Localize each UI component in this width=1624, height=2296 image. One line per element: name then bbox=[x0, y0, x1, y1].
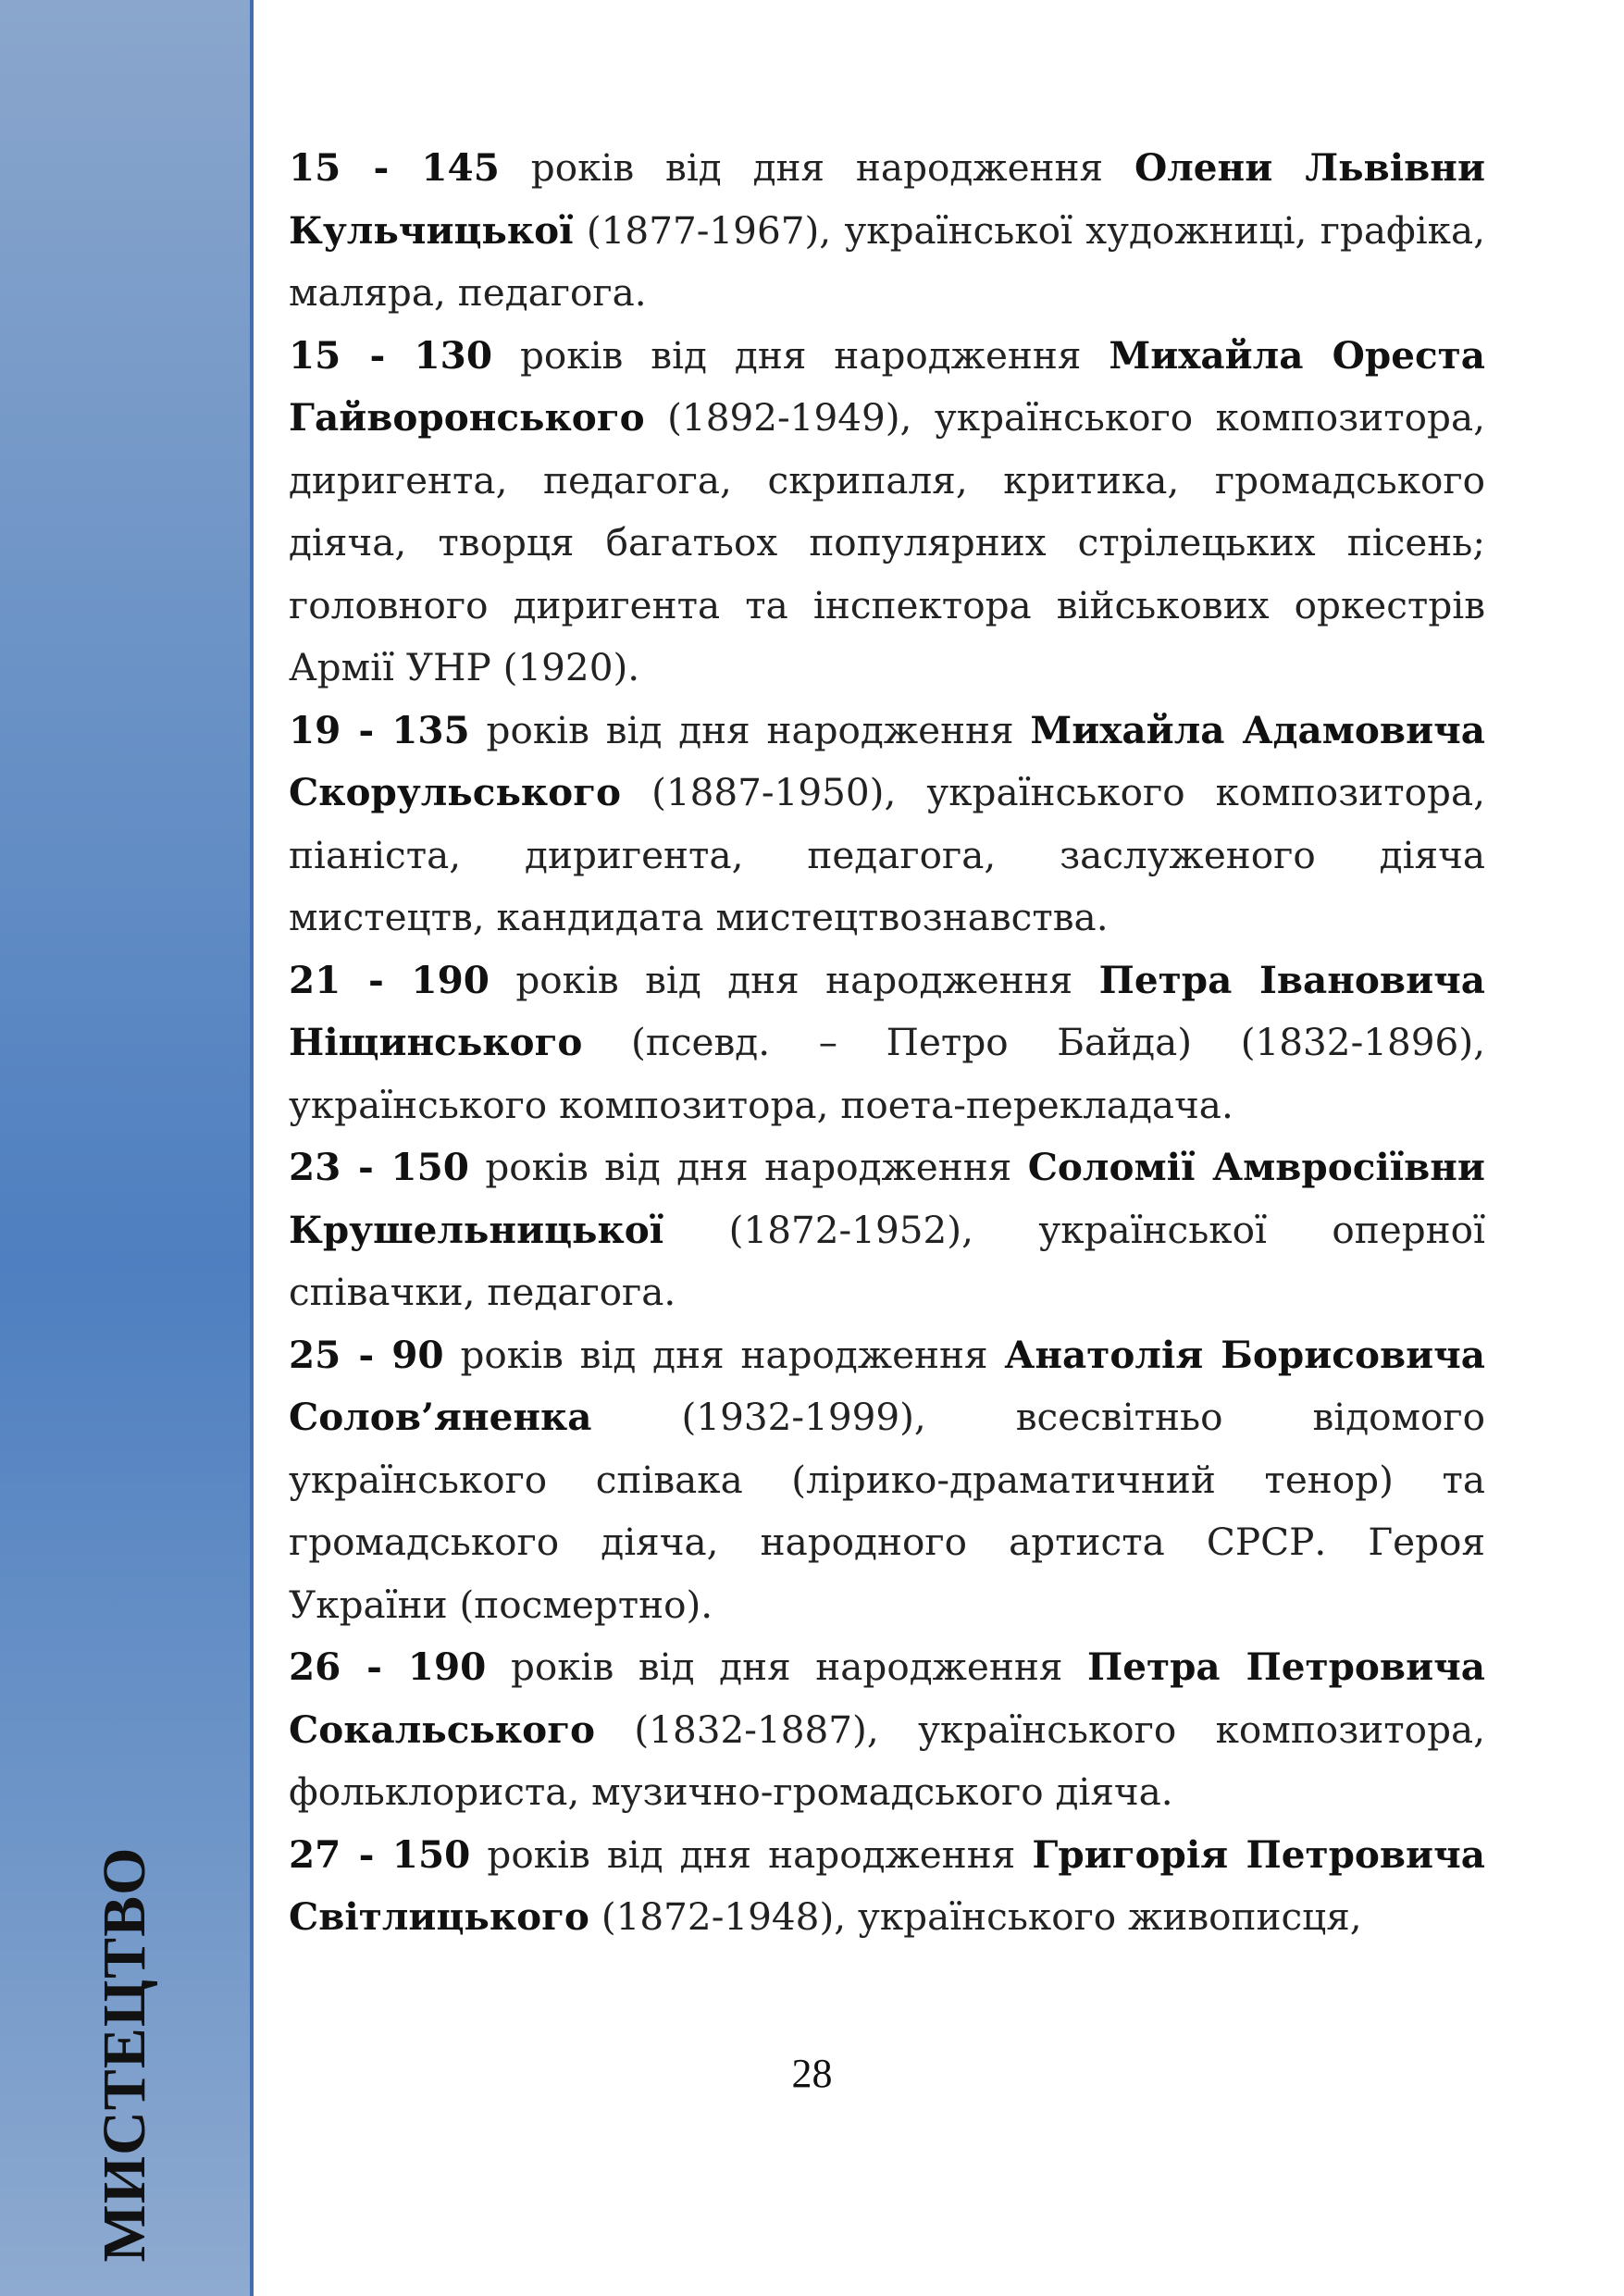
entry-phrase: років від дня народження bbox=[487, 1831, 1016, 1877]
entry-name: Соломії Амвросіївни Крушельницької bbox=[289, 1145, 1485, 1252]
entry-description: (псевд. – Петро Байда) (1832-1896), українського композитора, поета-перекладача. bbox=[289, 1020, 1485, 1127]
entry-phrase: років від дня народження bbox=[530, 145, 1104, 190]
entry-name: Петра Петровича Сокальського bbox=[289, 1644, 1485, 1752]
entry-phrase: років від дня народження bbox=[519, 332, 1082, 378]
entry-name: Михайла Ореста Гайворонського bbox=[289, 332, 1486, 440]
anniversary-entry bbox=[289, 137, 1485, 325]
anniversary-list bbox=[289, 137, 1485, 1949]
entry-phrase: років від дня народження bbox=[485, 1145, 1012, 1189]
entry-name: Михайла Адамовича Скорульського bbox=[289, 707, 1485, 814]
entry-phrase: років від дня народження bbox=[460, 1332, 988, 1377]
anniversary-entry bbox=[289, 1136, 1485, 1324]
anniversary-entry bbox=[289, 1636, 1485, 1824]
anniversary-entry bbox=[289, 1324, 1485, 1637]
anniversary-entry bbox=[289, 325, 1485, 700]
entry-description: (1887-1950), українського композитора, піаніста, диригента, педагога, заслуженого діяча мистецтв, кандидата мистецтвознавства. bbox=[289, 770, 1485, 939]
anniversary-entry bbox=[289, 949, 1485, 1137]
entry-phrase: років від дня народження bbox=[486, 707, 1014, 752]
entry-description: (1872-1952), української оперної співачки, педагога. bbox=[289, 1207, 1486, 1314]
entry-date: 15 - 145 bbox=[289, 145, 500, 190]
side-banner bbox=[0, 0, 254, 2296]
entry-phrase: років від дня народження bbox=[515, 957, 1073, 1002]
entry-name: Олени Львівни Кульчицької bbox=[289, 145, 1485, 253]
entry-date: 19 - 135 bbox=[289, 707, 470, 752]
entry-date: 21 - 190 bbox=[289, 957, 490, 1002]
entry-description: (1877-1967), української художниці, графіка, маляра, педагога. bbox=[289, 207, 1485, 315]
section-label-text: МИСТЕЦТВО bbox=[91, 1846, 158, 2263]
page-number: 28 bbox=[791, 2051, 833, 2096]
anniversary-entry bbox=[289, 1824, 1485, 1949]
entry-name: Анатолія Борисовича Солов’яненка bbox=[289, 1332, 1486, 1439]
entry-description: (1872-1948), українського живописця, bbox=[601, 1894, 1362, 1939]
entry-date: 26 - 190 bbox=[289, 1644, 487, 1689]
entry-description: (1832-1887), українського композитора, фольклориста, музично-громадського діяча. bbox=[289, 1706, 1486, 1814]
entry-date: 15 - 130 bbox=[289, 332, 493, 378]
entry-name: Петра Івановича Ніщинського bbox=[289, 957, 1485, 1064]
entry-date: 25 - 90 bbox=[289, 1332, 444, 1377]
entry-name: Григорія Петровича Світлицького bbox=[289, 1831, 1485, 1939]
entry-date: 27 - 150 bbox=[289, 1831, 471, 1877]
anniversary-entry bbox=[289, 700, 1485, 949]
entry-date: 23 - 150 bbox=[289, 1145, 469, 1189]
entry-description: (1892-1949), українського композитора, диригента, педагога, скрипаля, критика, громадського діяча, творця багатьох популярних стрілецьких пісень; головного диригента та інспектора військових оркестрів Армії УНР (1920). bbox=[289, 395, 1485, 689]
entry-phrase: років від дня народження bbox=[510, 1644, 1063, 1689]
entry-description: (1932-1999), всесвітньо відомого українського співака (лірико-драматичний тенор) та громадського діяча, народного артиста СРСР. Героя України (посмертно). bbox=[289, 1395, 1486, 1627]
